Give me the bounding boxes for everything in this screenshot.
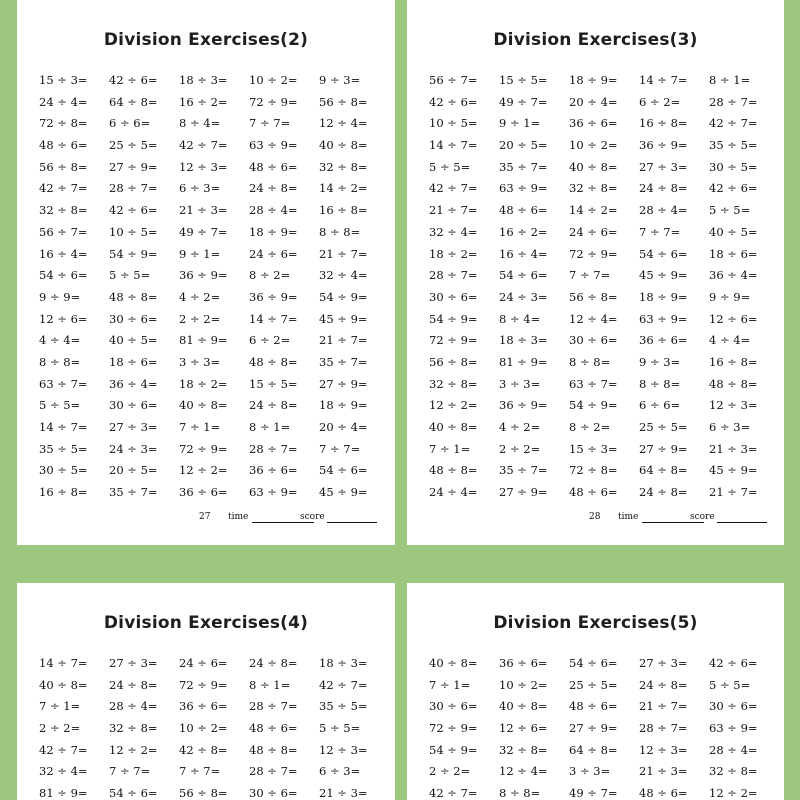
division-problem: 40 ÷ 8=: [429, 420, 478, 434]
worksheet-page: [17, 0, 395, 545]
division-problem: 48 ÷ 6=: [639, 786, 688, 800]
division-problem: 28 ÷ 4=: [249, 203, 298, 218]
division-problem: 35 ÷ 7=: [319, 354, 368, 369]
division-problem: 12 ÷ 2=: [709, 786, 758, 800]
division-problem: 4 ÷ 4=: [709, 333, 751, 348]
score-label: score: [690, 512, 715, 522]
division-problem: 14 ÷ 7=: [639, 73, 688, 87]
division-problem: 42 ÷ 6=: [709, 656, 758, 670]
score-label: score: [300, 512, 325, 522]
division-problem: 12 ÷ 4=: [499, 764, 548, 779]
division-problem: 12 ÷ 3=: [179, 159, 228, 174]
division-problem: 4 ÷ 2=: [499, 420, 541, 434]
division-problem: 36 ÷ 6=: [499, 656, 548, 670]
division-problem: 12 ÷ 4=: [569, 311, 618, 326]
division-problem: 5 ÷ 5=: [39, 398, 81, 413]
division-problem: 16 ÷ 8=: [709, 354, 758, 369]
division-problem: 8 ÷ 8=: [499, 786, 541, 800]
division-problem: 7 ÷ 7=: [569, 268, 611, 283]
division-problem: 72 ÷ 8=: [569, 463, 618, 478]
division-problem: 49 ÷ 7=: [499, 94, 548, 109]
worksheet-title: Division Exercises(2): [103, 30, 309, 50]
division-problem: 7 ÷ 1=: [39, 699, 81, 714]
division-problem: 12 ÷ 3=: [639, 742, 688, 757]
division-problem: 28 ÷ 7=: [109, 181, 158, 196]
division-problem: 6 ÷ 3=: [709, 420, 751, 434]
division-problem: 27 ÷ 9=: [499, 485, 548, 500]
division-problem: 36 ÷ 9=: [499, 398, 548, 413]
division-problem: 48 ÷ 8=: [709, 376, 758, 391]
division-problem: 56 ÷ 8=: [39, 159, 88, 174]
division-problem: 9 ÷ 3=: [319, 73, 361, 87]
division-problem: 27 ÷ 3=: [109, 656, 158, 670]
division-problem: 54 ÷ 6=: [499, 268, 548, 283]
division-problem: 14 ÷ 2=: [319, 181, 368, 196]
division-problem: 14 ÷ 2=: [569, 203, 618, 218]
division-problem: 64 ÷ 8=: [639, 463, 688, 478]
division-problem: 27 ÷ 9=: [109, 159, 158, 174]
division-problem: 24 ÷ 8=: [109, 677, 158, 692]
division-problem: 28 ÷ 4=: [709, 742, 758, 757]
division-problem: 35 ÷ 5=: [709, 138, 758, 153]
division-problem: 9 ÷ 9=: [39, 289, 81, 304]
division-problem: 14 ÷ 7=: [249, 311, 298, 326]
division-problem: 42 ÷ 7=: [39, 181, 88, 196]
division-problem: 36 ÷ 6=: [179, 485, 228, 500]
time-blank-line: [252, 522, 314, 523]
division-problem: 14 ÷ 7=: [39, 420, 88, 434]
division-problem: 2 ÷ 2=: [179, 311, 221, 326]
division-problem: 35 ÷ 7=: [499, 463, 548, 478]
division-problem: 35 ÷ 7=: [109, 485, 158, 500]
division-problem: 42 ÷ 6=: [709, 181, 758, 196]
division-problem: 21 ÷ 3=: [639, 764, 688, 779]
division-problem: 28 ÷ 7=: [249, 699, 298, 714]
worksheet-page: [407, 583, 784, 800]
division-problem: 48 ÷ 8=: [429, 463, 478, 478]
division-problem: 54 ÷ 9=: [569, 398, 618, 413]
division-problem: 42 ÷ 7=: [319, 677, 368, 692]
page-number: 27: [199, 512, 211, 522]
division-problem: 10 ÷ 2=: [249, 73, 298, 87]
division-problem: 30 ÷ 6=: [109, 311, 158, 326]
division-problem: 12 ÷ 2=: [109, 742, 158, 757]
division-problem: 21 ÷ 7=: [319, 333, 368, 348]
division-problem: 14 ÷ 7=: [429, 138, 478, 153]
division-problem: 42 ÷ 8=: [179, 742, 228, 757]
division-problem: 7 ÷ 7=: [179, 764, 221, 779]
division-problem: 24 ÷ 8=: [249, 398, 298, 413]
division-problem: 63 ÷ 7=: [39, 376, 88, 391]
division-problem: 40 ÷ 8=: [429, 656, 478, 670]
division-problem: 16 ÷ 4=: [499, 246, 548, 261]
division-problem: 49 ÷ 7=: [569, 786, 618, 800]
division-problem: 72 ÷ 9=: [179, 677, 228, 692]
division-problem: 42 ÷ 7=: [179, 138, 228, 153]
division-problem: 54 ÷ 9=: [109, 246, 158, 261]
division-problem: 56 ÷ 7=: [429, 73, 478, 87]
division-problem: 35 ÷ 5=: [319, 699, 368, 714]
division-problem: 54 ÷ 9=: [429, 742, 478, 757]
division-problem: 20 ÷ 5=: [109, 463, 158, 478]
division-problem: 18 ÷ 9=: [639, 289, 688, 304]
division-problem: 72 ÷ 8=: [39, 116, 88, 131]
division-problem: 40 ÷ 8=: [319, 138, 368, 153]
division-problem: 72 ÷ 9=: [179, 441, 228, 456]
division-problem: 8 ÷ 4=: [499, 311, 541, 326]
division-problem: 32 ÷ 8=: [569, 181, 618, 196]
division-problem: 42 ÷ 7=: [429, 181, 478, 196]
division-problem: 16 ÷ 2=: [499, 224, 548, 239]
division-problem: 30 ÷ 5=: [709, 159, 758, 174]
division-problem: 30 ÷ 6=: [709, 699, 758, 714]
division-problem: 30 ÷ 6=: [429, 289, 478, 304]
division-problem: 12 ÷ 3=: [709, 398, 758, 413]
division-problem: 14 ÷ 7=: [39, 656, 88, 670]
division-problem: 72 ÷ 9=: [569, 246, 618, 261]
division-problem: 32 ÷ 8=: [39, 203, 88, 218]
division-problem: 21 ÷ 7=: [709, 485, 758, 500]
division-problem: 18 ÷ 9=: [319, 398, 368, 413]
division-problem: 16 ÷ 4=: [39, 246, 88, 261]
division-problem: 40 ÷ 8=: [499, 699, 548, 714]
division-problem: 48 ÷ 6=: [569, 699, 618, 714]
division-problem: 40 ÷ 5=: [109, 333, 158, 348]
division-problem: 18 ÷ 3=: [179, 73, 228, 87]
division-problem: 28 ÷ 4=: [109, 699, 158, 714]
division-problem: 54 ÷ 6=: [319, 463, 368, 478]
division-problem: 54 ÷ 9=: [429, 311, 478, 326]
division-problem: 45 ÷ 9=: [319, 485, 368, 500]
division-problem: 28 ÷ 4=: [639, 203, 688, 218]
division-problem: 6 ÷ 6=: [109, 116, 151, 131]
division-problem: 12 ÷ 4=: [319, 116, 368, 131]
division-problem: 32 ÷ 4=: [319, 268, 368, 283]
problem-grid: [429, 70, 779, 504]
division-problem: 18 ÷ 9=: [249, 224, 298, 239]
division-problem: 7 ÷ 1=: [429, 441, 471, 456]
division-problem: 36 ÷ 9=: [249, 289, 298, 304]
division-problem: 30 ÷ 6=: [569, 333, 618, 348]
division-problem: 40 ÷ 8=: [569, 159, 618, 174]
division-problem: 36 ÷ 6=: [639, 333, 688, 348]
division-problem: 54 ÷ 6=: [569, 656, 618, 670]
division-problem: 5 ÷ 5=: [319, 721, 361, 736]
division-problem: 27 ÷ 9=: [319, 376, 368, 391]
division-problem: 12 ÷ 2=: [429, 398, 478, 413]
division-problem: 20 ÷ 5=: [499, 138, 548, 153]
division-problem: 42 ÷ 7=: [429, 786, 478, 800]
division-problem: 72 ÷ 9=: [429, 333, 478, 348]
division-problem: 40 ÷ 8=: [179, 398, 228, 413]
division-problem: 54 ÷ 6=: [39, 268, 88, 283]
time-label: time: [618, 512, 639, 522]
division-problem: 36 ÷ 9=: [639, 138, 688, 153]
division-problem: 24 ÷ 8=: [639, 181, 688, 196]
division-problem: 24 ÷ 3=: [499, 289, 548, 304]
division-problem: 7 ÷ 1=: [179, 420, 221, 434]
division-problem: 10 ÷ 2=: [179, 721, 228, 736]
division-problem: 8 ÷ 2=: [249, 268, 291, 283]
division-problem: 2 ÷ 2=: [429, 764, 471, 779]
division-problem: 56 ÷ 8=: [569, 289, 618, 304]
division-problem: 64 ÷ 8=: [109, 94, 158, 109]
division-problem: 9 ÷ 1=: [499, 116, 541, 131]
division-problem: 12 ÷ 3=: [319, 742, 368, 757]
division-problem: 8 ÷ 8=: [569, 354, 611, 369]
division-problem: 30 ÷ 6=: [429, 699, 478, 714]
division-problem: 36 ÷ 4=: [109, 376, 158, 391]
division-problem: 9 ÷ 1=: [179, 246, 221, 261]
division-problem: 21 ÷ 3=: [709, 441, 758, 456]
score-blank-line: [327, 522, 377, 523]
division-problem: 4 ÷ 2=: [179, 289, 221, 304]
division-problem: 8 ÷ 2=: [569, 420, 611, 434]
division-problem: 15 ÷ 5=: [499, 73, 548, 87]
division-problem: 8 ÷ 4=: [179, 116, 221, 131]
division-problem: 63 ÷ 9=: [499, 181, 548, 196]
division-problem: 10 ÷ 5=: [429, 116, 478, 131]
division-problem: 28 ÷ 7=: [249, 764, 298, 779]
division-problem: 63 ÷ 9=: [249, 138, 298, 153]
division-problem: 12 ÷ 2=: [179, 463, 228, 478]
division-problem: 49 ÷ 7=: [179, 224, 228, 239]
division-problem: 7 ÷ 7=: [319, 441, 361, 456]
division-problem: 28 ÷ 7=: [709, 94, 758, 109]
division-problem: 36 ÷ 6=: [569, 116, 618, 131]
division-problem: 48 ÷ 6=: [569, 485, 618, 500]
division-problem: 24 ÷ 6=: [569, 224, 618, 239]
division-problem: 54 ÷ 6=: [109, 786, 158, 800]
division-problem: 63 ÷ 7=: [569, 376, 618, 391]
division-problem: 9 ÷ 3=: [639, 354, 681, 369]
division-problem: 5 ÷ 5=: [709, 677, 751, 692]
division-problem: 36 ÷ 6=: [179, 699, 228, 714]
worksheet-title: Division Exercises(4): [103, 613, 309, 633]
division-problem: 48 ÷ 6=: [39, 138, 88, 153]
division-problem: 64 ÷ 8=: [569, 742, 618, 757]
division-problem: 27 ÷ 9=: [569, 721, 618, 736]
score-blank-line: [717, 522, 767, 523]
division-problem: 42 ÷ 7=: [709, 116, 758, 131]
division-problem: 8 ÷ 8=: [319, 224, 361, 239]
division-problem: 63 ÷ 9=: [709, 721, 758, 736]
division-problem: 10 ÷ 5=: [109, 224, 158, 239]
division-problem: 6 ÷ 3=: [179, 181, 221, 196]
division-problem: 18 ÷ 2=: [429, 246, 478, 261]
division-problem: 16 ÷ 8=: [319, 203, 368, 218]
division-problem: 25 ÷ 5=: [639, 420, 688, 434]
division-problem: 7 ÷ 7=: [639, 224, 681, 239]
division-problem: 18 ÷ 3=: [499, 333, 548, 348]
division-problem: 32 ÷ 4=: [39, 764, 88, 779]
division-problem: 2 ÷ 2=: [499, 441, 541, 456]
division-problem: 24 ÷ 6=: [179, 656, 228, 670]
division-problem: 63 ÷ 9=: [249, 485, 298, 500]
division-problem: 21 ÷ 7=: [429, 203, 478, 218]
division-problem: 20 ÷ 4=: [319, 420, 368, 434]
division-problem: 24 ÷ 8=: [249, 656, 298, 670]
division-problem: 7 ÷ 1=: [429, 677, 471, 692]
division-problem: 36 ÷ 6=: [249, 463, 298, 478]
division-problem: 5 ÷ 5=: [709, 203, 751, 218]
division-problem: 54 ÷ 6=: [639, 246, 688, 261]
division-problem: 48 ÷ 6=: [249, 159, 298, 174]
division-problem: 6 ÷ 6=: [639, 398, 681, 413]
problem-grid: [429, 653, 779, 800]
division-problem: 28 ÷ 7=: [639, 721, 688, 736]
division-problem: 56 ÷ 8=: [429, 354, 478, 369]
division-problem: 45 ÷ 9=: [639, 268, 688, 283]
division-problem: 30 ÷ 6=: [109, 398, 158, 413]
division-problem: 63 ÷ 9=: [639, 311, 688, 326]
division-problem: 6 ÷ 3=: [319, 764, 361, 779]
division-problem: 7 ÷ 7=: [109, 764, 151, 779]
division-problem: 8 ÷ 1=: [709, 73, 751, 87]
time-blank-line: [642, 522, 704, 523]
time-label: time: [228, 512, 249, 522]
division-problem: 40 ÷ 8=: [39, 677, 88, 692]
page-number: 28: [589, 512, 601, 522]
division-problem: 81 ÷ 9=: [179, 333, 228, 348]
division-problem: 20 ÷ 4=: [569, 94, 618, 109]
division-problem: 27 ÷ 9=: [639, 441, 688, 456]
division-problem: 18 ÷ 9=: [569, 73, 618, 87]
division-problem: 72 ÷ 9=: [429, 721, 478, 736]
division-problem: 5 ÷ 5=: [429, 159, 471, 174]
division-problem: 8 ÷ 8=: [639, 376, 681, 391]
problem-grid: [39, 653, 389, 800]
division-problem: 18 ÷ 3=: [319, 656, 368, 670]
division-problem: 32 ÷ 8=: [109, 721, 158, 736]
division-problem: 3 ÷ 3=: [499, 376, 541, 391]
division-problem: 28 ÷ 7=: [249, 441, 298, 456]
division-problem: 42 ÷ 6=: [109, 73, 158, 87]
division-problem: 36 ÷ 4=: [709, 268, 758, 283]
division-problem: 27 ÷ 3=: [639, 656, 688, 670]
division-problem: 21 ÷ 7=: [639, 699, 688, 714]
division-problem: 16 ÷ 2=: [179, 94, 228, 109]
division-problem: 15 ÷ 5=: [249, 376, 298, 391]
division-problem: 30 ÷ 6=: [249, 786, 298, 800]
division-problem: 10 ÷ 2=: [569, 138, 618, 153]
division-problem: 45 ÷ 9=: [319, 311, 368, 326]
division-problem: 35 ÷ 7=: [499, 159, 548, 174]
division-problem: 8 ÷ 1=: [249, 677, 291, 692]
division-problem: 81 ÷ 9=: [39, 786, 88, 800]
division-problem: 56 ÷ 8=: [319, 94, 368, 109]
division-problem: 48 ÷ 8=: [109, 289, 158, 304]
division-problem: 9 ÷ 9=: [709, 289, 751, 304]
division-problem: 56 ÷ 7=: [39, 224, 88, 239]
division-problem: 21 ÷ 7=: [319, 246, 368, 261]
division-problem: 12 ÷ 6=: [709, 311, 758, 326]
division-problem: 32 ÷ 8=: [499, 742, 548, 757]
problem-grid: [39, 70, 389, 504]
division-problem: 8 ÷ 1=: [249, 420, 291, 434]
division-problem: 6 ÷ 2=: [639, 94, 681, 109]
division-problem: 30 ÷ 5=: [39, 463, 88, 478]
division-problem: 24 ÷ 8=: [249, 181, 298, 196]
division-problem: 45 ÷ 9=: [709, 463, 758, 478]
worksheet-title: Division Exercises(5): [493, 613, 698, 633]
division-problem: 56 ÷ 8=: [179, 786, 228, 800]
division-problem: 81 ÷ 9=: [499, 354, 548, 369]
division-problem: 48 ÷ 8=: [249, 354, 298, 369]
division-problem: 42 ÷ 6=: [109, 203, 158, 218]
division-problem: 48 ÷ 8=: [249, 742, 298, 757]
division-problem: 3 ÷ 3=: [569, 764, 611, 779]
division-problem: 4 ÷ 4=: [39, 333, 81, 348]
division-problem: 6 ÷ 2=: [249, 333, 291, 348]
division-problem: 18 ÷ 6=: [709, 246, 758, 261]
division-problem: 42 ÷ 7=: [39, 742, 88, 757]
division-problem: 28 ÷ 7=: [429, 268, 478, 283]
division-problem: 24 ÷ 4=: [39, 94, 88, 109]
division-problem: 21 ÷ 3=: [179, 203, 228, 218]
division-problem: 32 ÷ 8=: [429, 376, 478, 391]
division-problem: 40 ÷ 5=: [709, 224, 758, 239]
worksheet-page: [407, 0, 784, 545]
worksheet-title: Division Exercises(3): [493, 30, 698, 50]
division-problem: 48 ÷ 6=: [249, 721, 298, 736]
division-problem: 16 ÷ 8=: [39, 485, 88, 500]
division-problem: 21 ÷ 3=: [319, 786, 368, 800]
division-problem: 25 ÷ 5=: [109, 138, 158, 153]
division-problem: 24 ÷ 3=: [109, 441, 158, 456]
division-problem: 10 ÷ 2=: [499, 677, 548, 692]
division-problem: 12 ÷ 6=: [499, 721, 548, 736]
division-problem: 27 ÷ 3=: [639, 159, 688, 174]
division-problem: 27 ÷ 3=: [109, 420, 158, 434]
division-problem: 32 ÷ 4=: [429, 224, 478, 239]
division-problem: 36 ÷ 9=: [179, 268, 228, 283]
division-problem: 2 ÷ 2=: [39, 721, 81, 736]
division-problem: 42 ÷ 6=: [429, 94, 478, 109]
division-problem: 18 ÷ 2=: [179, 376, 228, 391]
division-problem: 32 ÷ 8=: [319, 159, 368, 174]
division-problem: 24 ÷ 6=: [249, 246, 298, 261]
division-problem: 7 ÷ 7=: [249, 116, 291, 131]
division-problem: 24 ÷ 8=: [639, 485, 688, 500]
division-problem: 24 ÷ 8=: [639, 677, 688, 692]
division-problem: 35 ÷ 5=: [39, 441, 88, 456]
division-problem: 72 ÷ 9=: [249, 94, 298, 109]
division-problem: 16 ÷ 8=: [639, 116, 688, 131]
division-problem: 12 ÷ 6=: [39, 311, 88, 326]
division-problem: 32 ÷ 8=: [709, 764, 758, 779]
division-problem: 15 ÷ 3=: [39, 73, 88, 87]
division-problem: 25 ÷ 5=: [569, 677, 618, 692]
division-problem: 18 ÷ 6=: [109, 354, 158, 369]
worksheet-page: [17, 583, 395, 800]
division-problem: 15 ÷ 3=: [569, 441, 618, 456]
division-problem: 8 ÷ 8=: [39, 354, 81, 369]
division-problem: 54 ÷ 9=: [319, 289, 368, 304]
division-problem: 5 ÷ 5=: [109, 268, 151, 283]
division-problem: 3 ÷ 3=: [179, 354, 221, 369]
division-problem: 24 ÷ 4=: [429, 485, 478, 500]
division-problem: 48 ÷ 6=: [499, 203, 548, 218]
